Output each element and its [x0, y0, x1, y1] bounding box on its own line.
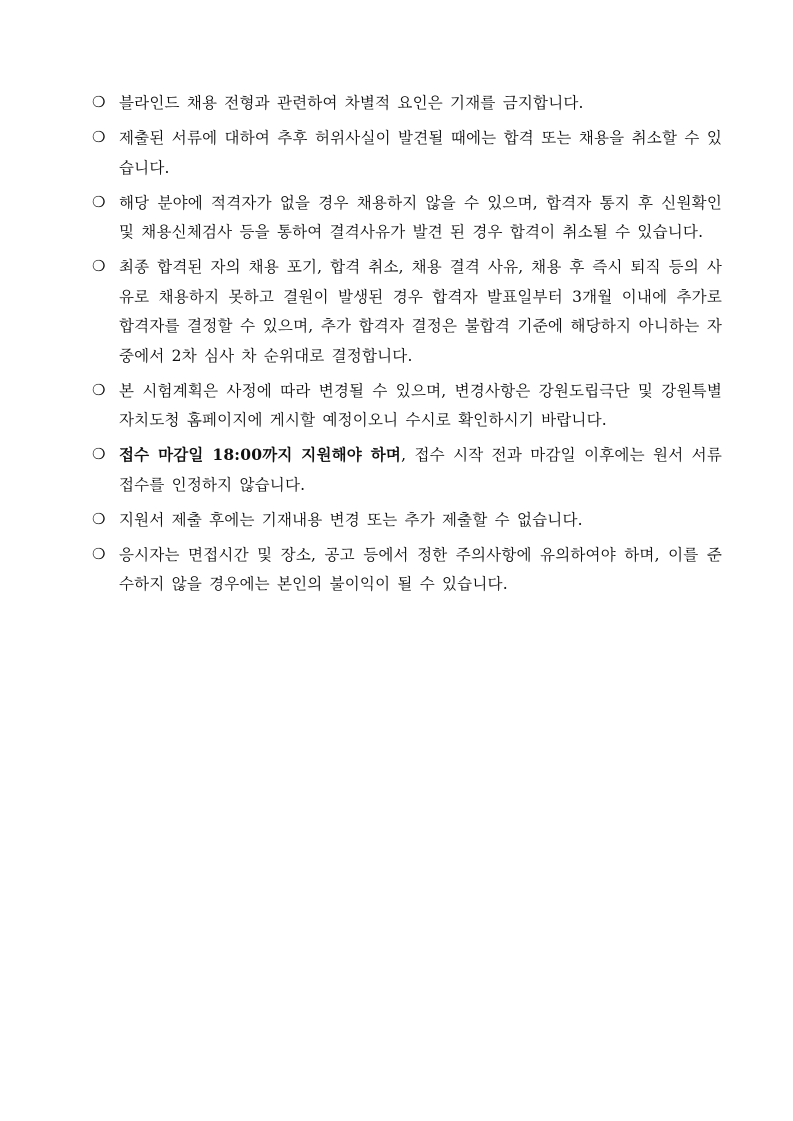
circle-bullet-icon: ❍	[92, 128, 106, 146]
notice-text: 블라인드 채용 전형과 관련하여 차별적 요인은 기재를 금지합니다.	[119, 94, 584, 112]
notice-item	[92, 540, 722, 600]
notice-text: 해당 분야에 적격자가 없을 경우 채용하지 않을 수 있으며, 합격자 통지 후 신원확인 및 채용신체검사 등을 통하여 결격사유가 발견 된 경우 합격이 취소될 수 있습니다.	[119, 193, 722, 241]
circle-bullet-icon: ❍	[92, 93, 106, 111]
notice-item	[92, 252, 722, 371]
notice-text: , 접수 시작 전과 마감일 이후에는 원서 서류 접수를 인정하지 않습니다.	[119, 446, 722, 494]
circle-bullet-icon: ❍	[92, 544, 106, 563]
circle-bullet-icon: ❍	[92, 380, 106, 399]
notice-item	[92, 376, 722, 436]
notice-text: 최종 합격된 자의 채용 포기, 합격 취소, 채용 결격 사유, 채용 후 즉시 퇴직 등의 사유로 채용하지 못하고 결원이 발생된 경우 합격자 발표일부터 3개월 이내에 추가로 합격자를 결정할 수 있으며, 추가 합격자 결정은 불합격 기준에 해당하지 아니하는 자 중에서 2차 심사 차 순위대로 결정합니다.	[119, 258, 722, 365]
notice-item	[92, 505, 722, 536]
notice-text: 응시자는 면접시간 및 장소, 공고 등에서 정한 주의사항에 유의하여야 하며, 이를 준수하지 않을 경우에는 본인의 불이익이 될 수 있습니다.	[119, 545, 722, 593]
circle-bullet-icon: ❍	[92, 445, 106, 463]
notice-text: 본 시험계획은 사정에 따라 변경될 수 있으며, 변경사항은 강원도립극단 및 강원특별자치도청 홈페이지에 게시할 예정이오니 수시로 확인하시기 바랍니다.	[119, 381, 722, 429]
circle-bullet-icon: ❍	[92, 192, 106, 211]
circle-bullet-icon: ❍	[92, 509, 106, 528]
notice-item	[92, 188, 722, 248]
notice-text: 지원서 제출 후에는 기재내용 변경 또는 추가 제출할 수 없습니다.	[119, 510, 583, 529]
notice-emphasis: 접수 마감일 18:00까지 지원해야 하며	[119, 445, 402, 464]
notice-item	[92, 440, 722, 500]
notice-item	[92, 123, 722, 183]
notice-list	[92, 88, 722, 604]
notice-item	[92, 88, 722, 119]
circle-bullet-icon: ❍	[92, 257, 106, 275]
notice-text: 제출된 서류에 대하여 추후 허위사실이 발견될 때에는 합격 또는 채용을 취소할 수 있습니다.	[119, 129, 722, 177]
